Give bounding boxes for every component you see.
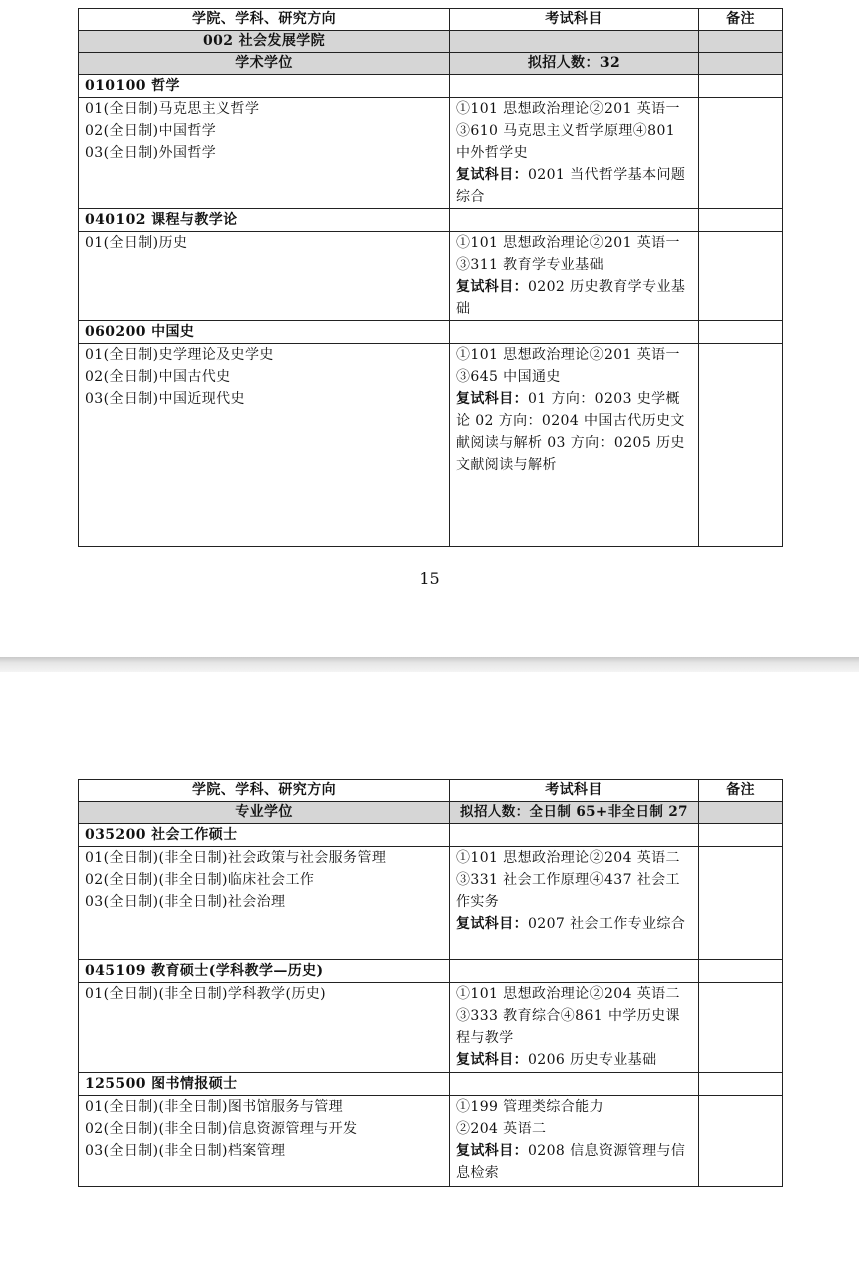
- direction-item: 02(全日制)中国哲学: [85, 123, 217, 139]
- exam-cell: [450, 98, 699, 209]
- direction-item: 03(全日制)外国哲学: [85, 145, 217, 161]
- enrollment-count: 拟招人数：32: [450, 53, 699, 75]
- subject-title-row-empty: [699, 824, 783, 847]
- subject-title-row: [79, 960, 783, 983]
- direction-item: 02(全日制)(非全日制)信息资源管理与开发: [85, 1121, 358, 1137]
- degree-row: [79, 53, 783, 75]
- subject-title-row-empty: [450, 321, 699, 344]
- subject-detail-row: [79, 344, 783, 547]
- exam-subject-line: ②204 英语二: [456, 1121, 547, 1137]
- exam-cell: [450, 983, 699, 1073]
- exam-subjects: ①101 思想政治理论②201 英语一③311 教育学专业基础: [456, 235, 680, 273]
- header-remarks: 备注: [699, 9, 783, 31]
- college-row: [79, 31, 783, 53]
- direction-item: 01(全日制)历史: [85, 235, 188, 251]
- retest-label: 复试科目：: [456, 916, 528, 932]
- remark-cell: [699, 983, 783, 1073]
- exam-subjects: ①101 思想政治理论②201 英语一③645 中国通史: [456, 347, 680, 385]
- subject-title-row-empty: [699, 75, 783, 98]
- page-16: [0, 672, 859, 1280]
- subject-title: 125500 图书情报硕士: [79, 1073, 450, 1096]
- remark-cell: [699, 1096, 783, 1187]
- directions-cell: [79, 344, 450, 547]
- exam-subjects: ①101 思想政治理论②201 英语一③610 马克思主义哲学原理④801 中外哲学史: [456, 101, 680, 161]
- directions-cell: [79, 98, 450, 209]
- college-name: 002 社会发展学院: [79, 31, 450, 53]
- header-exam-subjects: 考试科目: [450, 780, 699, 802]
- subject-title-row-empty: [450, 1073, 699, 1096]
- direction-item: 03(全日制)(非全日制)档案管理: [85, 1143, 286, 1159]
- exam-subjects: ①101 思想政治理论②204 英语二③333 教育综合④861 中学历史课程与教学: [456, 986, 680, 1046]
- retest-label: 复试科目：: [456, 167, 528, 183]
- subject-detail-row: [79, 847, 783, 960]
- retest-subject: 0202 历史教育学专业基础: [456, 279, 686, 317]
- exam-cell: [450, 232, 699, 321]
- directions-cell: [79, 232, 450, 321]
- subject-detail-row: [79, 232, 783, 321]
- subject-title: 035200 社会工作硕士: [79, 824, 450, 847]
- subject-title-row-empty: [699, 1073, 783, 1096]
- exam-subject-line: ①199 管理类综合能力: [456, 1099, 604, 1115]
- direction-item: 03(全日制)中国近现代史: [85, 391, 245, 407]
- college-row-exam-empty: [450, 31, 699, 53]
- enrollment-count: 拟招人数：全日制 65+非全日制 27: [450, 802, 699, 824]
- direction-item: 01(全日制)(非全日制)图书馆服务与管理: [85, 1099, 344, 1115]
- subject-title-row-empty: [699, 321, 783, 344]
- direction-item: 01(全日制)马克思主义哲学: [85, 101, 260, 117]
- header-college-subject-direction: 学院、学科、研究方向: [79, 9, 450, 31]
- subject-detail-row: [79, 983, 783, 1073]
- degree-row-remark-empty: [699, 802, 783, 824]
- direction-item: 01(全日制)(非全日制)社会政策与社会服务管理: [85, 850, 387, 866]
- degree-row: [79, 802, 783, 824]
- retest-label: 复试科目：: [456, 1052, 528, 1068]
- subject-title: 045109 教育硕士(学科教学—历史): [79, 960, 450, 983]
- subject-title-row: [79, 1073, 783, 1096]
- college-row-remark-empty: [699, 31, 783, 53]
- retest-label: 复试科目：: [456, 391, 528, 407]
- direction-item: 03(全日制)(非全日制)社会治理: [85, 894, 286, 910]
- degree-type: 学术学位: [79, 53, 450, 75]
- admission-table-page-15: [78, 8, 783, 547]
- directions-cell: [79, 1096, 450, 1187]
- subject-title: 040102 课程与教学论: [79, 209, 450, 232]
- subject-detail-row: [79, 98, 783, 209]
- page-separator: [0, 657, 859, 672]
- directions-cell: [79, 847, 450, 960]
- header-remarks: 备注: [699, 780, 783, 802]
- exam-cell: [450, 344, 699, 547]
- subject-title-row-empty: [699, 960, 783, 983]
- retest-label: 复试科目：: [456, 1143, 528, 1159]
- subject-title: 010100 哲学: [79, 75, 450, 98]
- header-row: [79, 9, 783, 31]
- retest-subject: 01 方向：0203 史学概论 02 方向：0204 中国古代历史文献阅读与解析 03 方向：0205 历史文献阅读与解析: [456, 391, 685, 473]
- direction-item: 02(全日制)(非全日制)临床社会工作: [85, 872, 315, 888]
- header-college-subject-direction: 学院、学科、研究方向: [79, 780, 450, 802]
- degree-type: 专业学位: [79, 802, 450, 824]
- remark-cell: [699, 344, 783, 547]
- subject-title-row: [79, 75, 783, 98]
- header-exam-subjects: 考试科目: [450, 9, 699, 31]
- exam-subjects: ①101 思想政治理论②204 英语二③331 社会工作原理④437 社会工作实务: [456, 850, 680, 910]
- subject-title-row-empty: [450, 209, 699, 232]
- subject-title-row-empty: [699, 209, 783, 232]
- retest-subject: 0201 当代哲学基本问题综合: [456, 167, 686, 205]
- subject-title: 060200 中国史: [79, 321, 450, 344]
- remark-cell: [699, 98, 783, 209]
- subject-title-row: [79, 321, 783, 344]
- retest-subject: 0208 信息资源管理与信息检索: [456, 1143, 686, 1181]
- subject-title-row-empty: [450, 824, 699, 847]
- subject-detail-row: [79, 1096, 783, 1187]
- exam-cell: [450, 1096, 699, 1187]
- retest-subject: 0206 历史专业基础: [528, 1052, 657, 1068]
- subject-title-row: [79, 824, 783, 847]
- direction-item: 01(全日制)史学理论及史学史: [85, 347, 274, 363]
- remark-cell: [699, 232, 783, 321]
- admission-table-page-16: [78, 779, 783, 1187]
- degree-row-remark-empty: [699, 53, 783, 75]
- direction-item: 01(全日制)(非全日制)学科教学(历史): [85, 986, 326, 1002]
- page-number: 15: [419, 569, 440, 588]
- subject-title-row: [79, 209, 783, 232]
- direction-item: 02(全日制)中国古代史: [85, 369, 231, 385]
- remark-cell: [699, 847, 783, 960]
- subject-title-row-empty: [450, 960, 699, 983]
- exam-cell: [450, 847, 699, 960]
- header-row: [79, 780, 783, 802]
- subject-title-row-empty: [450, 75, 699, 98]
- retest-subject: 0207 社会工作专业综合: [528, 916, 686, 932]
- directions-cell: [79, 983, 450, 1073]
- retest-label: 复试科目：: [456, 279, 528, 295]
